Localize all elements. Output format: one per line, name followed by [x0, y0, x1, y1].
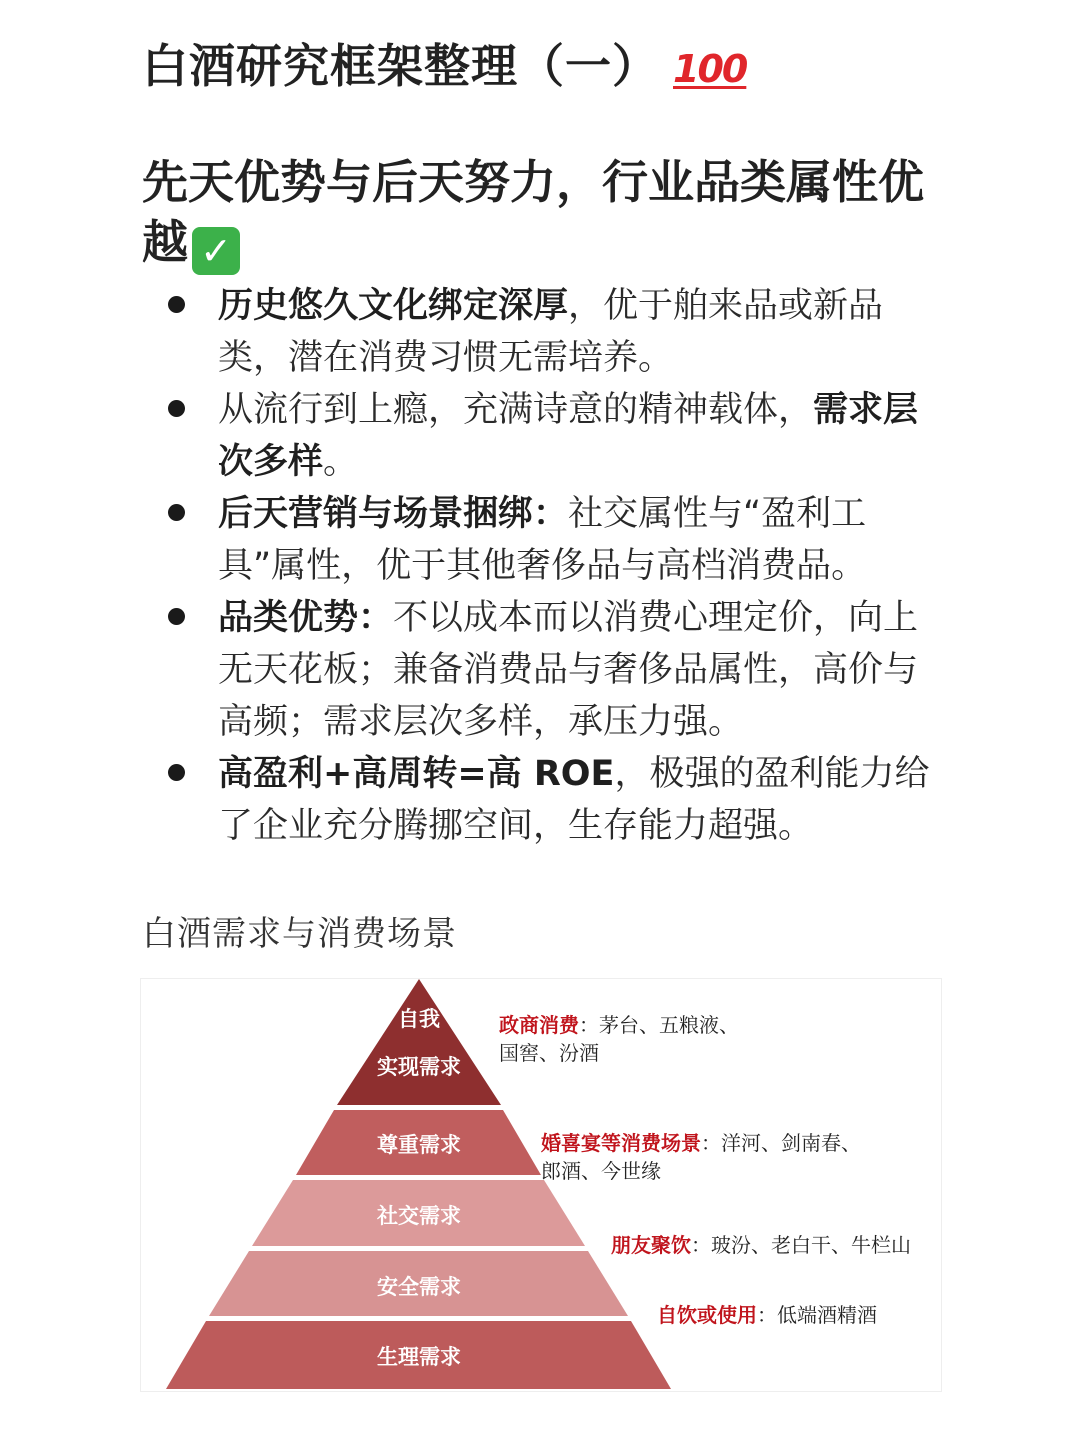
list-item — [140, 384, 930, 488]
annotation-category: 自饮或使用 — [657, 1303, 757, 1327]
list-item — [140, 488, 930, 592]
pyramid-label-physiological: 生理需求 — [377, 1345, 461, 1369]
section-heading-text: 先天优势与后天努力，行业品类属性优越 — [142, 155, 924, 269]
annotation-wedding-banquet — [541, 1129, 861, 1185]
annotation-separator: ： — [579, 1013, 599, 1037]
annotation-category: 朋友聚饮 — [611, 1233, 691, 1257]
list-item-text: 社交属性与“盈利工具”属性，优于其他奢侈品与高档消费品。 — [218, 494, 867, 586]
bullet-icon — [168, 608, 185, 625]
figure-caption: 白酒需求与消费场景 — [142, 914, 457, 954]
bullet-icon — [168, 504, 185, 521]
annotation-brands: 郎酒、今世缘 — [541, 1159, 661, 1183]
pyramid-label-social: 社交需求 — [377, 1204, 461, 1228]
annotation-brands: 洋河、剑南春、 — [721, 1131, 861, 1155]
pyramid-label-self-2: 实现需求 — [377, 1055, 461, 1079]
list-item-text: 从流行到上瘾，充满诗意的精神载体， — [218, 390, 814, 430]
annotation-friends-gathering — [611, 1231, 911, 1259]
list-item — [140, 748, 930, 852]
annotation-separator: ： — [691, 1233, 711, 1257]
bullet-list — [140, 280, 930, 852]
list-item-text: 不以成本而以消费心理定价，向上无天花板；兼备消费品与奢侈品属性，高价与高频；需求层次多样，承压力强。 — [218, 598, 919, 742]
list-item-bold: 需求层次多样 — [218, 390, 919, 482]
page-title — [142, 30, 746, 96]
pyramid-level-self-actualization — [337, 979, 501, 1105]
bullet-icon — [168, 296, 185, 313]
list-item-bold: 高盈利+高周转=高 ROE — [218, 754, 615, 794]
hundred-points-icon: 100 — [673, 47, 747, 91]
annotation-brands: 低端酒精酒 — [777, 1303, 877, 1327]
annotation-separator: ： — [757, 1303, 777, 1327]
page-title-text: 白酒研究框架整理（一） — [142, 39, 659, 93]
list-item-bold: 品类优势： — [218, 598, 394, 638]
annotation-government-business — [499, 1011, 739, 1067]
bullet-icon — [168, 764, 185, 781]
annotation-category: 婚喜宴等消费场景 — [541, 1131, 701, 1155]
bullet-icon — [168, 400, 185, 417]
annotation-brands: 玻汾、老白干、牛栏山 — [711, 1233, 911, 1257]
annotation-brands: 茅台、五粮液、 — [599, 1013, 739, 1037]
list-item-bold: 历史悠久文化绑定深厚 — [218, 286, 569, 326]
list-item — [140, 592, 930, 748]
check-mark-icon: ✓ — [192, 227, 240, 275]
list-item — [140, 280, 930, 384]
list-item-text: 。 — [323, 442, 359, 482]
annotation-self-drinking — [657, 1301, 877, 1329]
list-item-text: ，优于舶来品或新品类，潜在消费习惯无需培养。 — [218, 286, 884, 378]
section-heading — [142, 152, 942, 275]
list-item-bold: 后天营销与场景捆绑： — [218, 494, 569, 534]
pyramid-label-esteem: 尊重需求 — [377, 1133, 461, 1157]
annotation-brands: 国窖、汾酒 — [499, 1041, 599, 1065]
annotation-category: 政商消费 — [499, 1013, 579, 1037]
pyramid-label-safety: 安全需求 — [377, 1275, 461, 1299]
pyramid-label-self-1: 自我 — [398, 1007, 440, 1031]
demand-pyramid-figure — [140, 978, 942, 1392]
list-item-text: ，极强的盈利能力给了企业充分腾挪空间，生存能力超强。 — [218, 754, 930, 846]
annotation-separator: ： — [701, 1131, 721, 1155]
